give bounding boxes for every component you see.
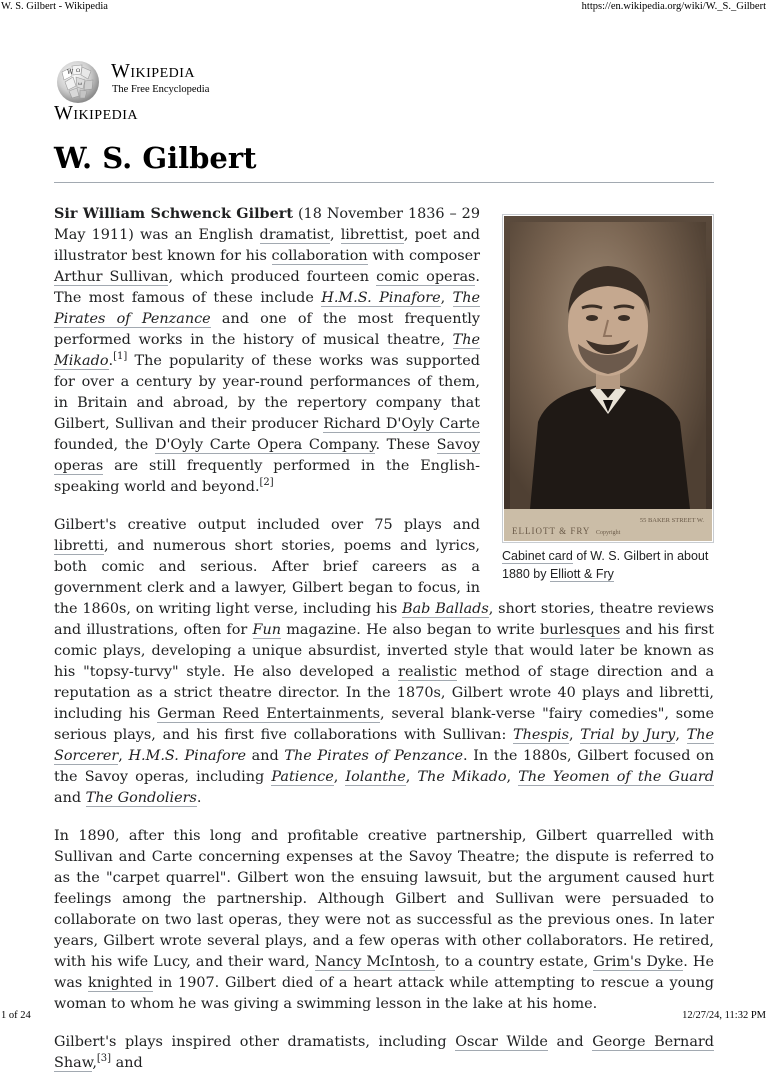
link-the-gondoliers[interactable]: The Gondoliers [85, 790, 197, 806]
link-librettist[interactable]: librettist [340, 227, 404, 243]
link-george-bernard-shaw[interactable]: George Bernard Shaw [54, 1034, 714, 1071]
link-doyly-carte-opera-company[interactable]: D'Oyly Carte Opera Company [154, 437, 376, 453]
reference-1[interactable]: [1] [113, 351, 128, 363]
image-caption: Cabinet card of W. S. Gilbert in about 1880 by Elliott & Fry [502, 549, 709, 581]
link-dramatist[interactable]: dramatist [259, 227, 330, 243]
infobox-image [502, 214, 714, 583]
print-page-title: W. S. Gilbert - Wikipedia [1, 1, 108, 12]
paragraph-lead: Sir William Schwenck Gilbert (18 November 1836 – 29 May 1911) was an English dramatist, librettist, poet and illustrator best known for his collaboration with composer Arthur Sullivan, which produced fourteen comic operas. The most famous of these include H.M.S. Pinafore, The Pirates of Penzance and one of the most frequently performed works in the history of musical theatre, The Mikado.[1] The popularity of these works was supported for over a century by year-round performances of them, in Britain and abroad, by the repertory company that Gilbert, Sullivan and their producer Richard D'Oyly Carte founded, the D'Oyly Carte Opera Company. These Savoy operas are still frequently performed in the English-speaking world and beyond.[2] [54, 205, 481, 495]
wikipedia-wordmark: Wikipedia [111, 60, 196, 82]
link-trial-by-jury[interactable]: Trial by Jury [580, 727, 676, 743]
print-url: https://en.wikipedia.org/wiki/W._S._Gilbert [581, 1, 766, 12]
title-pirates-of-penzance: The Pirates of Penzance [284, 748, 463, 764]
link-libretti[interactable]: libretti [54, 538, 104, 554]
svg-text:W: W [67, 69, 74, 76]
link-german-reed-entertainments[interactable]: German Reed Entertainments [157, 706, 381, 722]
link-comic-operas[interactable]: comic operas [376, 269, 476, 285]
copyright-imprint: Copyright [596, 530, 621, 536]
paragraph-legacy: Gilbert's plays inspired other dramatists, including Oscar Wilde and George Bernard Shaw,[3] and [54, 1034, 714, 1071]
article-body [54, 203, 714, 1091]
title-the-mikado: The Mikado [417, 769, 507, 785]
link-realistic[interactable]: realistic [398, 664, 458, 680]
link-elliott-fry[interactable]: Elliott & Fry [549, 567, 614, 581]
portrait-card-strip [504, 509, 712, 541]
link-bab-ballads[interactable]: Bab Ballads [402, 601, 489, 617]
link-thespis[interactable]: Thespis [513, 727, 569, 743]
portrait-photo [504, 216, 712, 541]
link-cabinet-card[interactable]: Cabinet card [502, 549, 573, 563]
wikipedia-wordmark-secondary: Wikipedia [54, 102, 139, 124]
print-page-count: 1 of 24 [1, 1010, 31, 1021]
link-collaboration[interactable]: collaboration [271, 248, 368, 264]
paragraph-later-life: In 1890, after this long and profitable creative partnership, Gilbert quarrelled with Sullivan and Carte concerning expenses at the Savoy Theatre; the dispute is referred to as the "carpet quarrel". Gilbert won the ensuing lawsuit, but the argument caused hurt feelings among the partnership. Although Gilbert and Sullivan were persuaded to collaborate on two last operas, they were not as successful as the previous ones. In later years, Gilbert wrote several plays, and a few operas with other collaborators. He retired, with his wife Lucy, and their ward, Nancy McIntosh, to a country estate, Grim's Dyke. He was knighted in 1907. Gilbert died of a heart attack while attempting to rescue a young woman to whom he was giving a swimming lesson in the lake at his home. [54, 828, 714, 1012]
portrait-image [510, 222, 706, 509]
photographer-imprint: ELLIOTT & FRY [512, 526, 591, 536]
wikipedia-logo[interactable] [54, 56, 254, 126]
link-oscar-wilde[interactable]: Oscar Wilde [455, 1034, 548, 1050]
reference-2[interactable]: [2] [259, 477, 274, 489]
address-imprint: 55 BAKER STREET W. [639, 517, 704, 524]
link-nancy-mcintosh[interactable]: Nancy McIntosh [314, 954, 436, 970]
link-yeomen-of-the-guard[interactable]: The Yeomen of the Guard [518, 769, 714, 785]
link-arthur-sullivan[interactable]: Arthur Sullivan [54, 269, 169, 285]
svg-text:ω: ω [78, 81, 83, 87]
link-the-sorcerer[interactable]: The Sorcerer [54, 727, 714, 764]
link-fun-magazine[interactable]: Fun [252, 622, 282, 638]
link-pirates-of-penzance[interactable]: The Pirates of Penzance [54, 290, 481, 327]
print-datetime: 12/27/24, 11:32 PM [682, 1010, 766, 1021]
link-the-mikado[interactable]: The Mikado [54, 332, 480, 369]
reference-3[interactable]: [3] [96, 1053, 112, 1065]
portrait-figure [510, 222, 706, 509]
subject-name: Sir William Schwenck Gilbert [54, 205, 293, 222]
link-savoy-operas[interactable]: Savoy operas [54, 437, 480, 474]
print-footer [0, 1008, 768, 1024]
print-header [0, 0, 768, 14]
link-knighted[interactable]: knighted [88, 975, 153, 991]
page-title: W. S. Gilbert [54, 136, 714, 183]
title-hms-pinafore: H.M.S. Pinafore [128, 748, 247, 764]
link-iolanthe[interactable]: Iolanthe [345, 769, 406, 785]
link-burlesques[interactable]: burlesques [540, 622, 621, 638]
svg-text:Ω: Ω [76, 68, 81, 74]
link-richard-doyly-carte[interactable]: Richard D'Oyly Carte [323, 416, 480, 432]
wikipedia-tagline: The Free Encyclopedia [112, 84, 210, 95]
link-hms-pinafore[interactable]: H.M.S. Pinafore [321, 290, 441, 306]
link-grims-dyke[interactable]: Grim's Dyke [593, 954, 684, 970]
paragraph-career: Gilbert's creative output included over 75 plays and libretti, and numerous short stories, poems and lyrics, both comic and serious. After brief careers as a government clerk and a lawyer, Gilbert began to focus, in the 1860s, on writing light verse, including his Bab Ballads, short stories, theatre reviews and illustrations, often for Fun magazine. He also began to write burlesques and his first comic plays, developing a unique absurdist, inverted style that would later be known as his "topsy-turvy" style. He also developed a realistic method of stage direction and a reputation as a strict theatre director. In the 1870s, Gilbert wrote 40 plays and libretti, including his German Reed Entertainments, several blank-verse "fairy comedies", some serious plays, and his first five collaborations with Sullivan: Thespis, Trial by Jury, The Sorcerer, H.M.S. Pinafore and The Pirates of Penzance. In the 1880s, Gilbert focused on the Savoy operas, including Patience, Iolanthe, The Mikado, The Yeomen of the Guard and The Gondoliers. [54, 517, 715, 806]
portrait-frame[interactable] [502, 214, 714, 543]
wikipedia-globe-icon [54, 58, 102, 106]
link-patience[interactable]: Patience [271, 769, 334, 785]
